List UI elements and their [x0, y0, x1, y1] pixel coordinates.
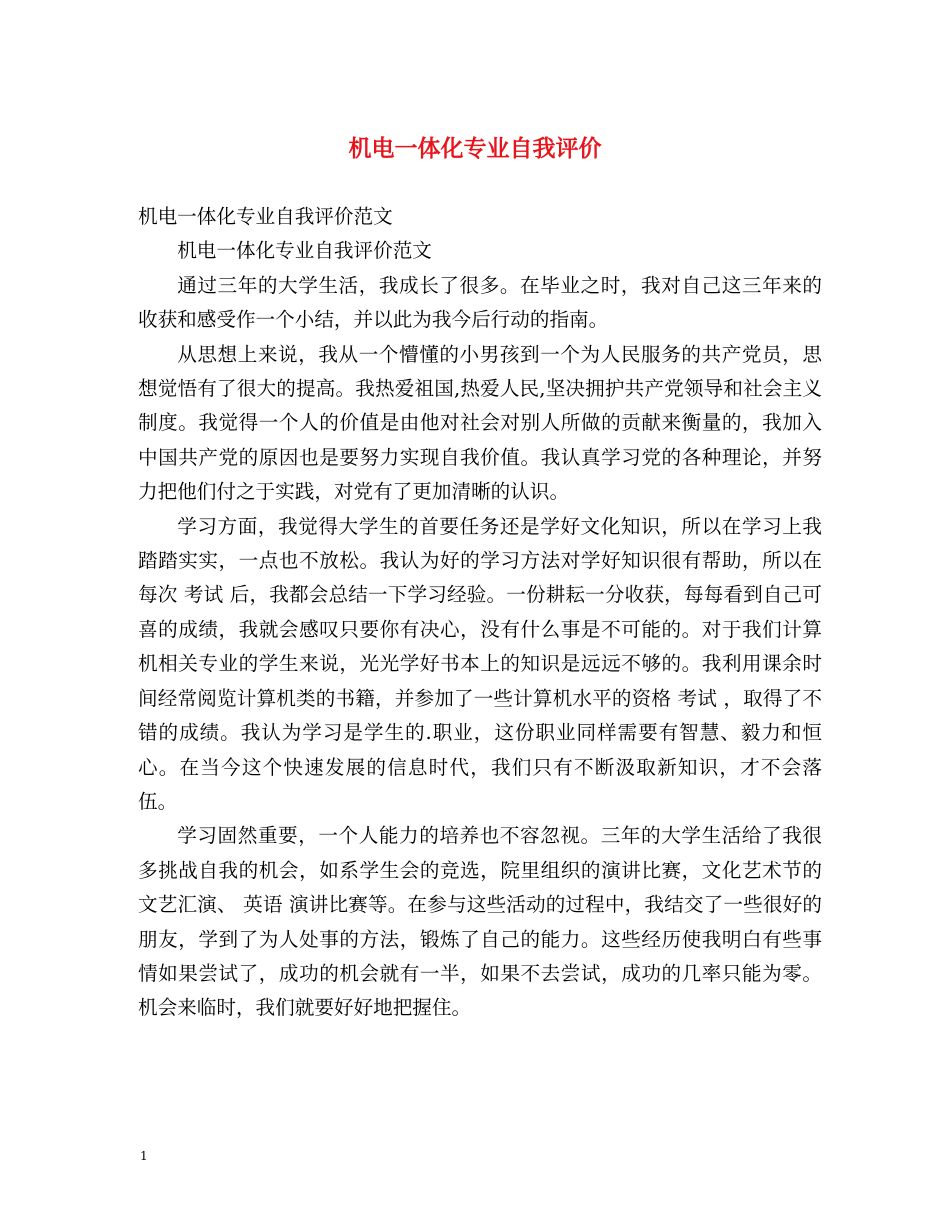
document-subtitle: 机电一体化专业自我评价范文 [138, 205, 393, 228]
paragraph-ideology: 从思想上来说，我从一个懵懂的小男孩到一个为人民服务的共产党员，思想觉悟有了很大的提高。我热爱祖国,热爱人民,坚决拥护共产党领导和社会主义制度。我觉得一个人的价值是由他对社会对别人所做的贡献来衡量的，我加入中国共产党的原因也是要努力实现自我价值。我认真学习党的各种理论，并努力把他们付之于实践，对党有了更加清晰的认识。 [138, 342, 822, 504]
document-body [138, 200, 822, 1026]
page-number: 1 [140, 1149, 148, 1163]
paragraph-study: 学习方面，我觉得大学生的首要任务还是学好文化知识，所以在学习上我踏踏实实，一点也不放松。我认为好的学习方法对学好知识很有帮助，所以在每次 考试 后，我都会总结一下学习经验。一份耕耘一分收获，每每看到自己可喜的成绩，我就会感叹只要你有决心，没有什么事是不可能的。对于我们计算机相关专业的学生来说，光光学好书本上的知识是远远不够的。我利用课余时间经常阅览计算机类的书籍，并参加了一些计算机水平的资格 考试 ，取得了不错的成绩。我认为学习是学生的.职业，这份职业同样需要有智慧、毅力和恒心。在当今这个快速发展的信息时代，我们只有不断汲取新知识，才不会落伍。 [138, 514, 822, 813]
paragraph-ability: 学习固然重要，一个人能力的培养也不容忽视。三年的大学生活给了我很多挑战自我的机会，如系学生会的竞选，院里组织的演讲比赛，文化艺术节的文艺汇演、 英语 演讲比赛等。在参与这些活动的过程中，我结交了一些很好的朋友，学到了为人处事的方法，锻炼了自己的能力。这些经历使我明白有些事情如果尝试了，成功的机会就有一半，如果不去尝试，成功的几率只能为零。机会来临时，我们就要好好地把握住。 [138, 824, 822, 1020]
paragraph-intro: 通过三年的大学生活，我成长了很多。在毕业之时，我对自己这三年来的收获和感受作一个小结，并以此为我今后行动的指南。 [138, 273, 822, 332]
document-title: 机电一体化专业自我评价 [348, 135, 602, 162]
paragraph-heading: 机电一体化专业自我评价范文 [177, 239, 432, 263]
